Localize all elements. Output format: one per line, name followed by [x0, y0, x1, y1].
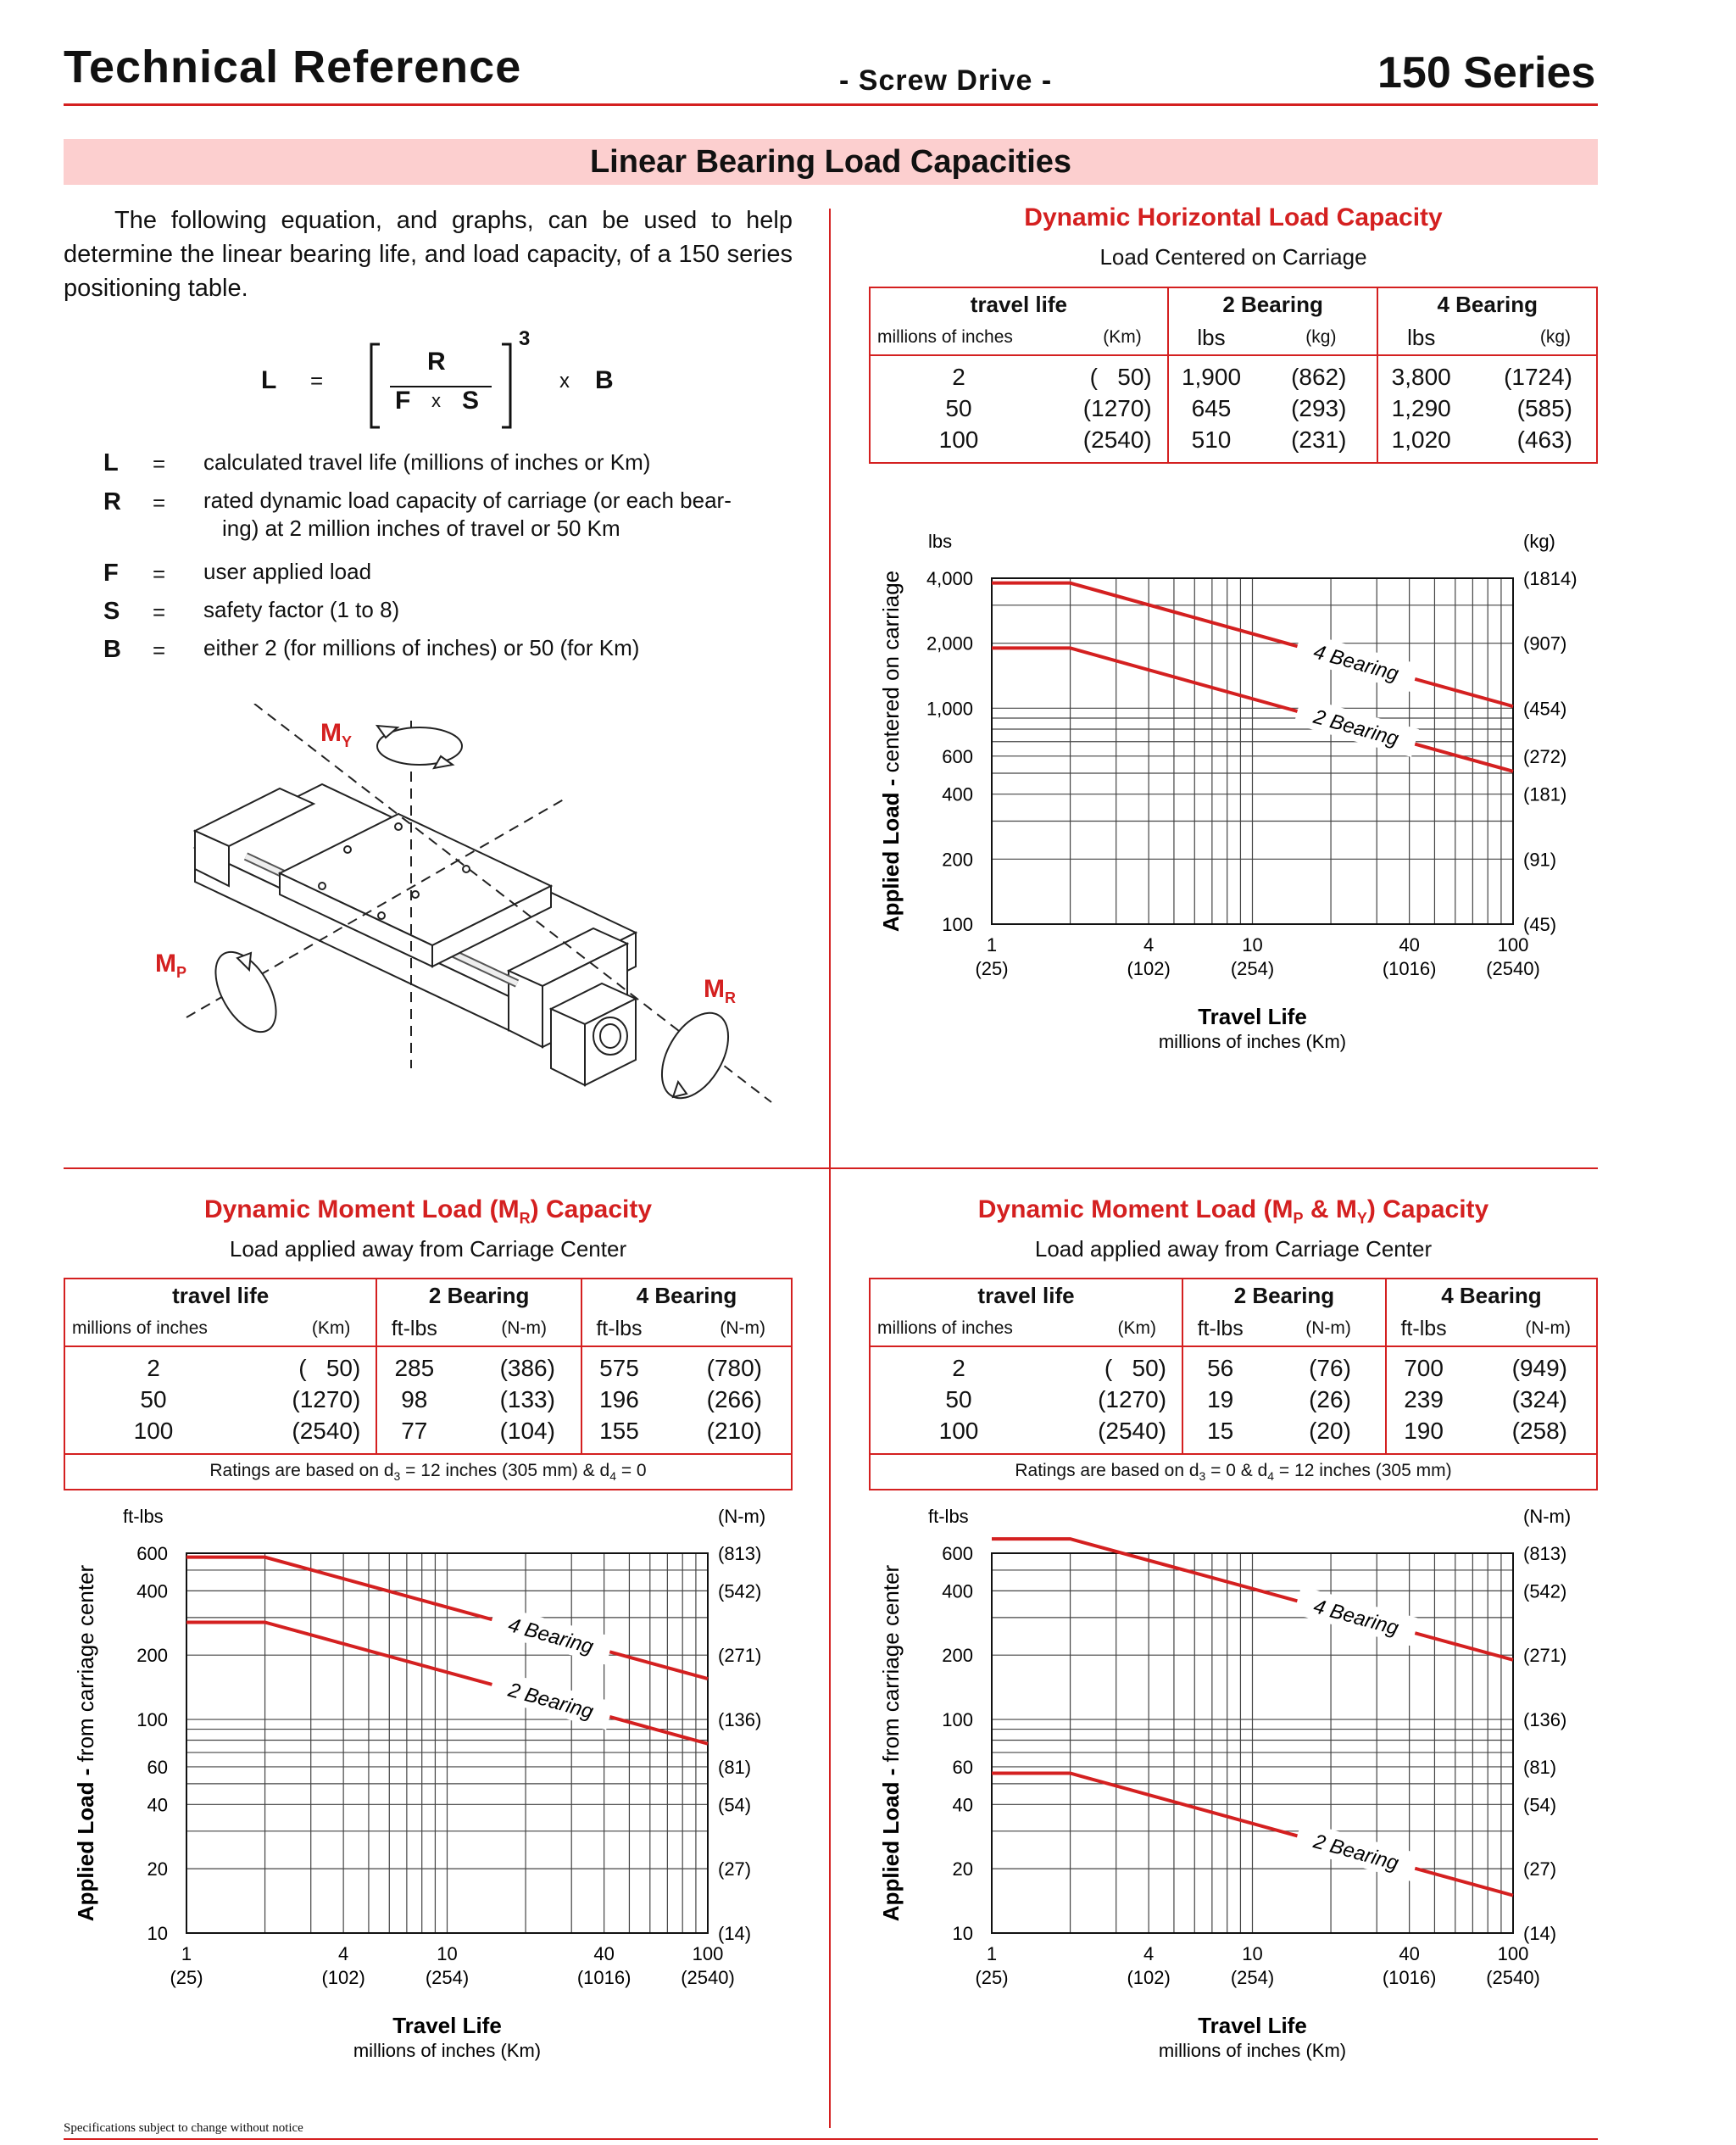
table-cell: 645 [1191, 394, 1232, 421]
moment-r-capacity-table [64, 1278, 793, 1490]
eq-L: L [261, 366, 277, 394]
table-cell: (266) [706, 1385, 762, 1412]
moment-label-my [320, 719, 352, 751]
y-tick-label: 4,000 [926, 568, 973, 589]
eq-F: F [395, 387, 411, 415]
note-sub: 4 [1267, 1469, 1275, 1484]
y-tick-label-right: (14) [1523, 1923, 1557, 1944]
y-tick-label: 400 [136, 1580, 168, 1602]
table-cell: (231) [1254, 424, 1377, 463]
x-tick-label: 1 [986, 934, 998, 956]
col-4-bearing: 4 Bearing [1441, 1282, 1542, 1308]
col-4-bearing: 4 Bearing [636, 1282, 737, 1308]
x-tick-label: 100 [1497, 934, 1529, 956]
series-label: 4 Bearing [505, 1613, 596, 1659]
table-cell: 1,900 [1181, 363, 1242, 390]
table-cell: 98 [401, 1385, 428, 1412]
intro-paragraph: The following equation, and graphs, can be used to help determine the linear bearing life, and load capacity, of a 150 series positioning table. [64, 207, 793, 302]
moment-label-mr-main: M [704, 975, 725, 1003]
footer-note: Specifications subject to change without notice [64, 2121, 303, 2135]
unit-header: millions of inches [877, 1318, 1013, 1338]
col-2-bearing: 2 Bearing [1168, 287, 1378, 320]
unit-header: ft-lbs [391, 1316, 437, 1340]
eq-exponent: 3 [519, 327, 531, 350]
y-tick-label-right: (45) [1523, 914, 1557, 935]
horizontal-subtitle: Load Centered on Carriage [1099, 244, 1367, 270]
y-tick-label-right: (14) [718, 1923, 752, 1944]
note-part: = 12 inches (305 mm) & d [400, 1460, 610, 1480]
table-cell: 100 [133, 1417, 174, 1444]
x-tick-label-km: (254) [1230, 1967, 1275, 1988]
def-eq: = [153, 561, 166, 587]
def-value-F: user applied load [203, 559, 372, 584]
x-tick-label: 40 [1399, 934, 1420, 956]
eq-equals: = [310, 368, 324, 393]
table-cell: ( 50) [1047, 361, 1168, 393]
x-tick-label: 4 [1143, 934, 1155, 956]
table-cell: (1270) [1047, 1384, 1182, 1415]
def-value-S: safety factor (1 to 8) [203, 597, 400, 622]
y-tick-label-right: (54) [1523, 1794, 1557, 1816]
y-axis-title-bold: Applied Load - [878, 772, 904, 933]
table-cell: (585) [1516, 394, 1572, 421]
series-label: 4 Bearing [1310, 640, 1401, 686]
moment-py-title-c: ) Capacity [1366, 1195, 1489, 1223]
table-row [870, 1352, 1597, 1384]
horizontal-title: Dynamic Horizontal Load Capacity [1024, 203, 1443, 231]
unit-header: lbs [1407, 324, 1436, 350]
table-cell: 2 [952, 363, 965, 390]
y-axis-title [73, 1564, 98, 1921]
unit-header: (N-m) [1525, 1318, 1571, 1338]
y-tick-label: 200 [136, 1645, 168, 1667]
x-tick-label-km: (2540) [1486, 1967, 1540, 1988]
table-cell: 50 [945, 394, 972, 421]
series-label: 2 Bearing [505, 1678, 596, 1724]
unit-header: ft-lbs [596, 1316, 643, 1340]
y-tick-label-right: (271) [718, 1645, 762, 1667]
table-row [870, 393, 1597, 424]
ratings-note [64, 1454, 792, 1490]
y-axis-title [878, 571, 904, 932]
moment-py-title [869, 1195, 1598, 1228]
x-tick-label: 40 [1399, 1943, 1420, 1964]
y-tick-label: 600 [942, 1543, 973, 1564]
eq-R: R [427, 348, 446, 376]
horizontal-capacity-table [869, 287, 1598, 464]
positioning-table-illustration [144, 704, 805, 1128]
table-cell: 56 [1207, 1354, 1234, 1381]
y-unit-right: (N-m) [718, 1506, 766, 1527]
moment-py-title-sub1: P [1293, 1210, 1304, 1227]
y-axis-title-rest: from carriage center [878, 1564, 904, 1763]
moment-r-load-chart [64, 1501, 801, 2094]
table-cell: 510 [1191, 426, 1232, 453]
y-tick-label: 20 [952, 1858, 973, 1880]
note-part: = 0 & d [1205, 1460, 1268, 1480]
table-cell: 190 [1404, 1417, 1444, 1444]
unit-header: (N-m) [451, 1312, 581, 1346]
eq-x: x [431, 390, 441, 411]
moment-r-subtitle: Load applied away from Carriage Center [229, 1236, 627, 1262]
x-tick-label-km: (254) [425, 1967, 470, 1988]
table-cell: 285 [394, 1354, 435, 1381]
def-eq: = [153, 451, 166, 476]
y-tick-label-right: (272) [1523, 745, 1567, 767]
table-cell: (463) [1516, 426, 1572, 453]
y-tick-label-right: (54) [718, 1794, 752, 1816]
x-tick-label-km: (254) [1230, 958, 1275, 979]
y-tick-label-right: (454) [1523, 698, 1567, 720]
unit-header: (Km) [1047, 320, 1168, 355]
table-cell: (258) [1511, 1417, 1567, 1444]
x-tick-label-km: (102) [321, 1967, 365, 1988]
table-cell: (76) [1257, 1352, 1386, 1384]
note-part: = 0 [616, 1460, 647, 1480]
def-key-F: F [103, 560, 119, 587]
def-key-B: B [103, 636, 121, 663]
footer-rule [64, 2138, 1598, 2140]
x-axis-subtitle: millions of inches (Km) [1158, 1031, 1347, 1052]
y-tick-label-right: (542) [1523, 1580, 1567, 1602]
y-tick-label: 200 [942, 1645, 973, 1667]
x-tick-label: 100 [692, 1943, 724, 1964]
moment-label-mp-sub: P [176, 964, 187, 981]
x-tick-label-km: (1016) [576, 1967, 632, 1988]
y-tick-label: 200 [942, 849, 973, 871]
y-tick-label-right: (27) [1523, 1858, 1557, 1880]
section-rule [64, 1167, 1598, 1169]
def-key-S: S [103, 598, 120, 625]
moment-r-title-end: ) Capacity [530, 1195, 653, 1223]
eq-times: x [559, 370, 570, 393]
table-cell: 196 [599, 1385, 639, 1412]
y-axis-title [878, 1564, 904, 1921]
x-tick-label: 100 [1497, 1943, 1529, 1964]
moment-py-title-b: & M [1303, 1195, 1357, 1223]
moment-py-capacity-table [869, 1278, 1598, 1490]
x-tick-label: 1 [986, 1943, 998, 1964]
table-cell: (2540) [242, 1415, 376, 1454]
table-cell: 100 [938, 426, 979, 453]
x-tick-label-km: (25) [975, 958, 1009, 979]
table-cell: 77 [401, 1417, 428, 1444]
note-sub: 3 [1199, 1469, 1206, 1484]
y-tick-label: 400 [942, 1580, 973, 1602]
y-tick-label: 100 [136, 1709, 168, 1731]
col-4-bearing: 4 Bearing [1437, 291, 1538, 317]
series-label: 4 Bearing [1310, 1595, 1401, 1641]
y-unit-left: lbs [928, 531, 953, 552]
y-unit-left: ft-lbs [123, 1506, 164, 1527]
note-part: Ratings are based on d [209, 1460, 394, 1480]
table-cell: 155 [599, 1417, 639, 1444]
moment-py-title-sub2: Y [1356, 1210, 1367, 1227]
unit-header: (kg) [1254, 320, 1377, 355]
page-subtitle: - Screw Drive - [839, 64, 1053, 97]
def-key-L: L [103, 449, 119, 476]
x-tick-label-km: (102) [1127, 958, 1171, 979]
x-tick-label: 10 [1242, 934, 1263, 956]
x-tick-label-km: (2540) [681, 1967, 735, 1988]
y-tick-label: 10 [952, 1923, 973, 1944]
series-label: 2 Bearing [1310, 1830, 1401, 1875]
table-cell: (1270) [1047, 393, 1168, 424]
y-unit-left: ft-lbs [928, 1506, 969, 1527]
moment-py-title-a: Dynamic Moment Load (M [977, 1195, 1294, 1223]
x-axis-subtitle: millions of inches (Km) [1158, 2040, 1347, 2061]
y-tick-label-right: (91) [1523, 849, 1557, 871]
note-sub: 3 [393, 1469, 401, 1484]
x-axis-title: Travel Life [1198, 1004, 1307, 1029]
unit-header: (N-m) [720, 1318, 765, 1338]
y-tick-label: 600 [136, 1543, 168, 1564]
col-travel-life: travel life [64, 1279, 376, 1312]
x-tick-label: 1 [181, 1943, 192, 1964]
table-cell: 50 [945, 1385, 972, 1412]
table-row [870, 361, 1597, 393]
y-tick-label: 40 [147, 1794, 168, 1816]
x-tick-label-km: (102) [1127, 1967, 1171, 1988]
unit-header: (N-m) [1257, 1312, 1386, 1346]
table-cell: (949) [1511, 1354, 1567, 1381]
table-cell: (26) [1257, 1384, 1386, 1415]
unit-header: lbs [1197, 324, 1226, 350]
eq-S: S [462, 387, 480, 415]
ratings-note [870, 1454, 1597, 1490]
table-cell: (20) [1257, 1415, 1386, 1454]
unit-header: ft-lbs [1400, 1316, 1447, 1340]
table-row [870, 424, 1597, 463]
note-part: = 12 inches (305 mm) [1274, 1460, 1452, 1480]
y-axis-title-bold: Applied Load - [73, 1762, 98, 1922]
x-axis-title: Travel Life [392, 2013, 502, 2038]
def-key-R: R [103, 488, 121, 515]
y-unit-right: (N-m) [1523, 1506, 1572, 1527]
table-cell: (293) [1254, 393, 1377, 424]
unit-header: (Km) [1047, 1312, 1182, 1346]
table-cell: 50 [140, 1385, 167, 1412]
y-tick-label-right: (27) [718, 1858, 752, 1880]
moment-r-title [64, 1195, 793, 1228]
x-tick-label-km: (25) [975, 1967, 1009, 1988]
moment-label-mr [704, 975, 736, 1007]
x-tick-label: 10 [437, 1943, 458, 1964]
banner-title: Linear Bearing Load Capacities [589, 144, 1072, 180]
y-tick-label-right: (81) [718, 1756, 752, 1778]
moment-label-mr-sub: R [725, 989, 736, 1006]
y-tick-label: 1,000 [926, 698, 973, 720]
table-cell: 15 [1207, 1417, 1234, 1444]
page-title: Technical Reference [64, 42, 522, 92]
y-tick-label-right: (813) [1523, 1543, 1567, 1564]
note-part: Ratings are based on d [1015, 1460, 1199, 1480]
y-tick-label: 60 [952, 1756, 973, 1778]
moment-label-mp [155, 950, 186, 982]
x-axis-title: Travel Life [1198, 2013, 1307, 2038]
y-axis-title-rest: from carriage center [73, 1564, 98, 1763]
table-cell: (133) [451, 1384, 581, 1415]
table-cell: 700 [1404, 1354, 1444, 1381]
y-tick-label-right: (81) [1523, 1756, 1557, 1778]
table-cell: ( 50) [1047, 1352, 1182, 1384]
x-axis-subtitle: millions of inches (Km) [353, 2040, 542, 2061]
table-cell: (2540) [1047, 1415, 1182, 1454]
col-travel-life: travel life [870, 287, 1168, 320]
table-cell: (2540) [1047, 424, 1168, 463]
unit-header: (Km) [242, 1312, 376, 1346]
header-rule [64, 103, 1598, 106]
y-tick-label: 100 [942, 1709, 973, 1731]
y-tick-label: 600 [942, 745, 973, 767]
y-tick-label: 40 [952, 1794, 973, 1816]
y-tick-label-right: (136) [718, 1709, 762, 1731]
table-cell: (386) [451, 1352, 581, 1384]
y-tick-label: 100 [942, 914, 973, 935]
def-eq: = [153, 490, 166, 515]
table-row [870, 1415, 1597, 1454]
note-sub: 4 [609, 1469, 616, 1484]
y-tick-label-right: (907) [1523, 632, 1567, 655]
col-travel-life: travel life [870, 1279, 1182, 1312]
y-tick-label-right: (542) [718, 1580, 762, 1602]
x-tick-label: 4 [338, 1943, 349, 1964]
moment-r-title-sub: R [519, 1210, 531, 1227]
horizontal-load-chart [869, 526, 1606, 1085]
table-cell: (862) [1254, 361, 1377, 393]
table-cell: 239 [1404, 1385, 1444, 1412]
table-row [870, 1384, 1597, 1415]
y-tick-label: 2,000 [926, 632, 973, 655]
table-row [64, 1384, 792, 1415]
unit-header: millions of inches [72, 1318, 208, 1338]
y-unit-right: (kg) [1523, 531, 1555, 552]
y-tick-label-right: (1814) [1523, 568, 1577, 589]
def-value-L: calculated travel life (millions of inches or Km) [203, 449, 651, 475]
eq-B: B [595, 366, 614, 394]
y-tick-label-right: (271) [1523, 1645, 1567, 1667]
y-tick-label-right: (136) [1523, 1709, 1567, 1731]
table-row [64, 1352, 792, 1384]
y-tick-label: 10 [147, 1923, 168, 1944]
table-cell: (1270) [242, 1384, 376, 1415]
moment-label-mp-main: M [155, 950, 176, 978]
unit-header: (kg) [1539, 327, 1571, 347]
def-value-B: either 2 (for millions of inches) or 50 (for Km) [203, 635, 640, 660]
table-cell: (324) [1511, 1385, 1567, 1412]
x-tick-label: 4 [1143, 1943, 1155, 1964]
table-cell: 100 [938, 1417, 979, 1444]
table-cell: (104) [451, 1415, 581, 1454]
table-cell: 1,290 [1391, 394, 1451, 421]
x-tick-label-km: (1016) [1382, 958, 1437, 979]
y-axis-title-rest: centered on carriage [878, 570, 904, 773]
table-row [64, 1415, 792, 1454]
y-tick-label-right: (181) [1523, 783, 1567, 805]
moment-label-my-main: M [320, 719, 342, 747]
def-value-R: rated dynamic load capacity of carriage (or each bear- [203, 488, 732, 513]
table-cell: 19 [1207, 1385, 1234, 1412]
def-eq: = [153, 638, 166, 663]
table-cell: 2 [952, 1354, 965, 1381]
table-cell: (780) [706, 1354, 762, 1381]
table-cell: 575 [599, 1354, 639, 1381]
y-tick-label-right: (813) [718, 1543, 762, 1564]
x-tick-label-km: (25) [170, 1967, 203, 1988]
moment-py-load-chart [869, 1501, 1606, 2094]
series-label: 150 Series [1377, 48, 1596, 98]
y-tick-label: 60 [147, 1756, 168, 1778]
table-cell: 2 [147, 1354, 160, 1381]
unit-header: millions of inches [877, 327, 1013, 347]
table-cell: (210) [706, 1417, 762, 1444]
y-axis-title-bold: Applied Load - [878, 1762, 904, 1922]
moment-r-title-main: Dynamic Moment Load (M [203, 1195, 520, 1223]
table-cell: 3,800 [1391, 363, 1451, 390]
x-tick-label: 40 [593, 1943, 615, 1964]
x-tick-label-km: (1016) [1382, 1967, 1437, 1988]
y-tick-label: 400 [942, 783, 973, 805]
table-cell: (1724) [1504, 363, 1572, 390]
col-2-bearing: 2 Bearing [376, 1279, 581, 1312]
def-eq: = [153, 599, 166, 625]
table-cell: ( 50) [242, 1352, 376, 1384]
unit-header: ft-lbs [1197, 1316, 1244, 1340]
x-tick-label: 10 [1242, 1943, 1263, 1964]
moment-label-my-sub: Y [342, 733, 353, 750]
y-tick-label: 20 [147, 1858, 168, 1880]
series-label: 2 Bearing [1310, 705, 1401, 751]
x-tick-label-km: (2540) [1486, 958, 1540, 979]
def-value-R-cont: ing) at 2 million inches of travel or 50 Km [222, 515, 620, 541]
col-2-bearing: 2 Bearing [1182, 1279, 1386, 1312]
table-cell: 1,020 [1391, 426, 1451, 453]
moment-py-subtitle: Load applied away from Carriage Center [1034, 1236, 1433, 1262]
